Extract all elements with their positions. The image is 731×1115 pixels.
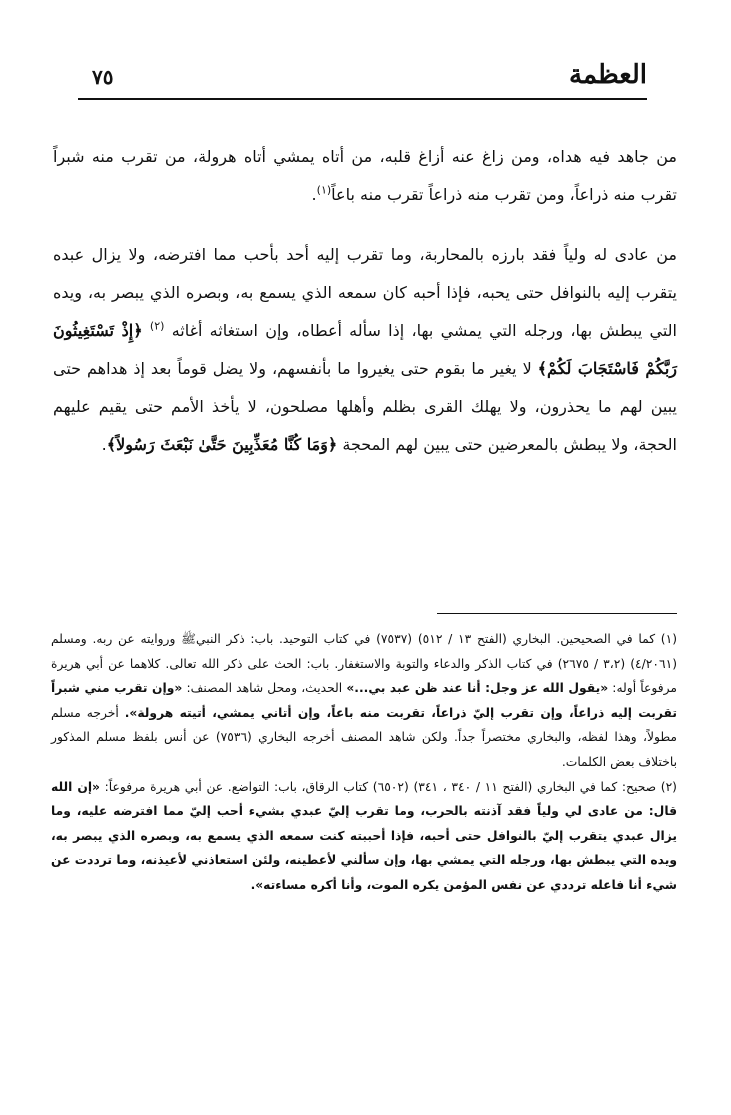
footnotes (51, 627, 677, 898)
paragraph-1-end: . (311, 185, 317, 204)
footnote-2-text-a: صحيح: كما في البخاري (الفتح ١١ / ٣٤٠ ، ٣٤١) (٦٥٠٢) كتاب الرقاق، باب: التواضع. عن أبي هريرة مرفوعاً: (104, 779, 657, 794)
paragraph-2-text-a: من عادى له ولياً فقد بارزه بالمحاربة، وما تقرب إليه أحد بأحب مما افترضه، ولا يزال عبده يتقرب إليه بالنوافل حتى يحبه، فإذا أحبه كان سمعه الذي يسمع به، وبصره الذي يبصر به، ويده التي يبطش بها، ورجله التي يمشي بها، إذا سأله أعطاه، وإن استغاثه أغاثه (53, 245, 678, 340)
footnote-ref-2: (٢) (149, 319, 165, 333)
paragraph-2-end: . (101, 435, 107, 454)
footnote-1 (51, 627, 677, 775)
paragraph-1-text: من جاهد فيه هداه، ومن زاغ عنه أزاغ قلبه، من أتاه يمشي أتاه هرولة، من تقرب منه شبراً تقرب منه ذراعاً، ومن تقرب منه ذراعاً تقرب منه باعاً (53, 147, 677, 204)
footnote-2 (51, 775, 677, 898)
footnote-1-number: (١) (660, 632, 678, 646)
paragraph-2-text-b: لا يغير ما بقوم حتى يغيروا ما بأنفسهم، ولا يضل قوماً بعد إذ هداهم حتى يبين لهم ما يحذرون، ولا يهلك القرى بظلم وأهلها مصلحون، لا يأخذ الأمم حتى يقيم عليهم الحجة، ولا يبطش بالمعرضين حتى يبين لهم المحجة (53, 359, 677, 454)
footnote-1-text-a: كما في الصحيحين. البخاري (الفتح ١٣ / ٥١٢) (٧٥٣٧) في كتاب التوحيد. باب: ذكر النبيﷺ وروايته عن ربه. ومسلم (٤/٢٠٦١) (٣،٢ / ٢٦٧٥) في كتاب الذكر والدعاء والتوبة والاستغفار. باب: الحث على ذكر الله تعالى. كلاهما عن أبي هريرة مرفوعاً أوله: (51, 632, 677, 696)
footnote-2-number: (٢) (660, 779, 677, 794)
paragraph-2 (53, 236, 677, 464)
header-title: العظمة (569, 60, 647, 90)
header-rule (78, 98, 647, 100)
running-header (78, 58, 647, 104)
page-number: ٧٥ (92, 65, 114, 89)
footnote-1-hadith-a: «يقول الله عز وجل: أنا عند ظن عبد بي...» (346, 681, 609, 696)
quran-verse-1: ﴿إِذْ تَسْتَغِيثُونَ رَبَّكُمْ فَاسْتَجَابَ لَكُمْ﴾ (53, 321, 677, 378)
main-text (53, 138, 677, 464)
footnote-1-hadith-b: «وإن تقرب مني شبراً تقربت إليه ذراعاً، وإن تقرب إليّ ذراعاً، تقربت منه باعاً، وإن أتاني يمشي، أتيته هرولة». (51, 681, 678, 720)
paragraph-1 (53, 138, 677, 214)
footnote-1-text-e: أخرجه مسلم مطولاً، وهذا لفظه، والبخاري مختصراً جداً. ولكن شاهد المصنف أخرجه البخاري (٧٥٣٦) عن أنس بلفظ مسلم المذكور باختلاف بعض الكلمات. (51, 705, 677, 769)
footnote-2-hadith: «إن الله قال: من عادى لي ولياً فقد آذنته بالحرب، وما تقرب إليّ عبدي بشيء أحب إليّ مما افترضه عليه، وما يزال عبدي يتقرب إليّ بالنوافل حتى أحبه، فإذا أحببته كنت سمعه الذي يسمع به، وبصره الذي يبصر به، ويده التي يبطش بها، ورجله التي يمشي بها، وإن سألني لأعطينه، ولئن استعاذني لأعيذنه، وما ترددت عن شيء أنا فاعله ترددي عن نفس المؤمن يكره الموت، وأنا أكره مساءته». (51, 779, 677, 892)
footnote-1-text-c: الحديث، ومحل شاهد المصنف: (186, 681, 343, 696)
footnote-ref-1: (١) (316, 183, 332, 197)
footnote-separator (437, 613, 677, 614)
quran-verse-2: ﴿وَمَا كُنَّا مُعَذِّبِينَ حَتَّىٰ نَبْعَثَ رَسُولاً﴾ (106, 435, 338, 454)
